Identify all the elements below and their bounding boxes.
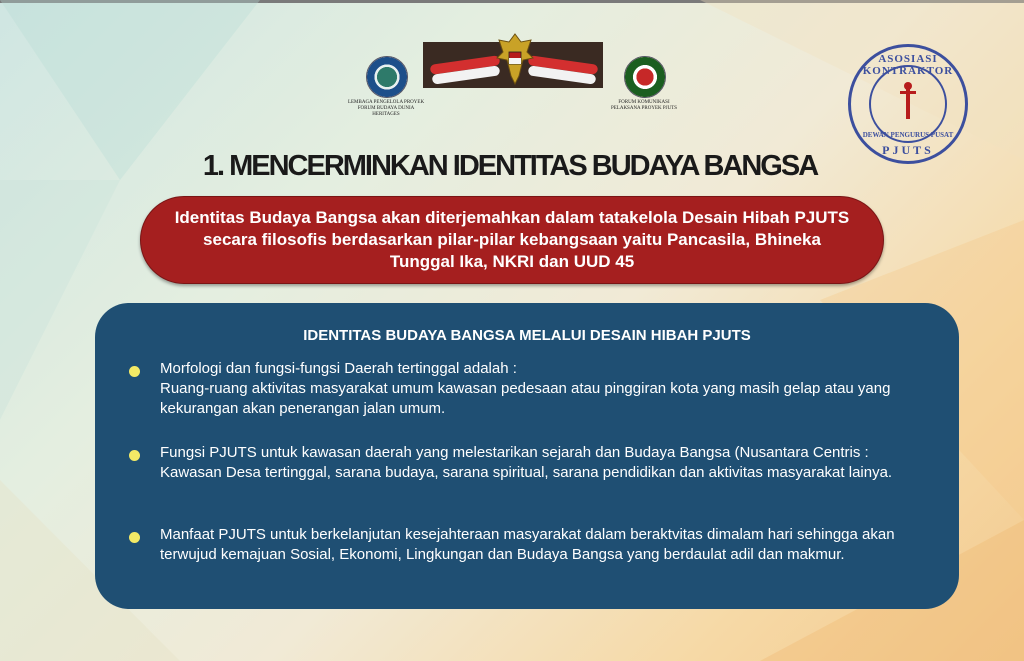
slide-title: 1. MENCERMINKAN IDENTITAS BUDAYA BANGSA (202, 150, 818, 182)
organization-emblem-icon (366, 56, 408, 98)
list-item: Morfologi dan fungsi-fungsi Daerah tertinggal adalah : Ruang-ruang aktivitas masyarakat umum kawasan pedesaan atau pinggiran kota yang masih gelap atau yang kekurangan akan penerangan jalan umum. (160, 360, 891, 417)
stamp-torch-icon (897, 81, 919, 123)
association-stamp-icon (848, 44, 968, 164)
bullet-dot-icon (129, 532, 140, 543)
bullet-dot-icon (129, 366, 140, 377)
list-item: Manfaat PJUTS untuk berkelanjutan kesejahteraan masyarakat dalam beraktvitas dimalam hari sehingga akan terwujud kemajuan Sosial, Ekonomi, Lingkungan dan Budaya Bangsa yang berdaulat adil dan makmur. (160, 526, 895, 563)
forum-emblem-icon (624, 56, 666, 98)
garuda-pancasila-icon (495, 32, 535, 86)
right-logo-caption: FORUM KOMUNIKASI PELAKSANA PROYEK PJUTS (610, 100, 678, 111)
panel-title: IDENTITAS BUDAYA BANGSA MELALUI DESAIN HIBAH PJUTS (303, 327, 751, 344)
left-logo-caption: LEMBAGA PENGELOLA PROYEK FORUM BUDAYA DUNIA HERITAGES (347, 100, 425, 117)
stamp-top-text: ASOSIASI KONTRAKTOR (862, 53, 954, 77)
banner-text: Identitas Budaya Bangsa akan diterjemahkan dalam tatakelola Desain Hibah PJUTS secara filosofis berdasarkan pilar-pilar kebangsaan yaitu Pancasila, Bhineka Tunggal Ika, NKRI dan UUD 45 (174, 208, 850, 271)
content-panel (95, 303, 959, 609)
stamp-bottom-text: PJUTS (882, 143, 934, 157)
stamp-middle-text: DEWAN PENGURUS PUSAT (862, 131, 954, 139)
list-item: Fungsi PJUTS untuk kawasan daerah yang melestarikan sejarah dan Budaya Bangsa (Nusantara Centris : Kawasan Desa tertinggal, sarana budaya, sarana spiritual, sarana pendidikan dan aktivitas masyarakat lainya. (160, 444, 893, 481)
bullet-dot-icon (129, 450, 140, 461)
summary-banner (140, 196, 884, 284)
